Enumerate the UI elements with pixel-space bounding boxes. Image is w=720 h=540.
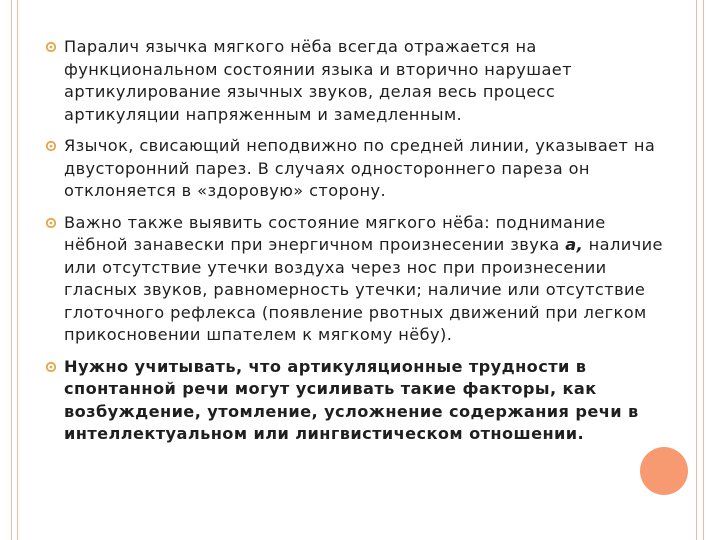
bullet-text: Язычок, свисающий неподвижно по средней линии, указывает на двусторонний парез. В случаях одностороннего пареза он отклоняется в «здоровую» сторону. — [64, 136, 656, 200]
bullet-text: Нужно учитывать, что артикуляционные трудности в спонтанной речи могут усиливать такие факторы, как возбуждение, утомление, усложнение содержания речи в интеллектуальном или лингвистическом отношении. — [64, 356, 639, 443]
bullet-list — [40, 36, 670, 446]
right-decorative-line — [703, 0, 704, 540]
bullet-item-emphasized — [40, 356, 670, 446]
right-decorative-line-inner — [696, 0, 697, 540]
bullet-icon — [45, 361, 57, 373]
emphasized-sound: а, — [565, 235, 584, 254]
bullet-icon — [45, 140, 57, 152]
bullet-text: Паралич язычка мягкого нёба всегда отражается на функциональном состоянии языка и вторично нарушает артикулирование язычных звуков, делая весь процесс артикуляции напряженным и замедленным. — [64, 37, 572, 124]
bullet-icon — [45, 41, 57, 53]
left-decorative-line-inner — [17, 0, 18, 540]
bullet-item — [40, 212, 670, 347]
slide-body — [40, 36, 670, 455]
bullet-icon — [45, 217, 57, 229]
bullet-text-start: Важно также выявить состояние мягкого нёба: поднимание нёбной занавески при энергичном произнесении звука — [64, 212, 606, 254]
left-decorative-line — [11, 0, 12, 540]
bullet-item — [40, 135, 670, 203]
bullet-text — [64, 213, 663, 345]
bullet-item — [40, 36, 670, 126]
decorative-circle — [640, 447, 688, 495]
bullet-text-end: наличие или отсутствие утечки воздуха через нос при произнесении гласных звуков, равномерность утечки; наличие или отсутствие глоточного рефлекса (появление рвотных движений при легком прикосновении шпателем к мягкому нёбу). — [64, 235, 663, 344]
